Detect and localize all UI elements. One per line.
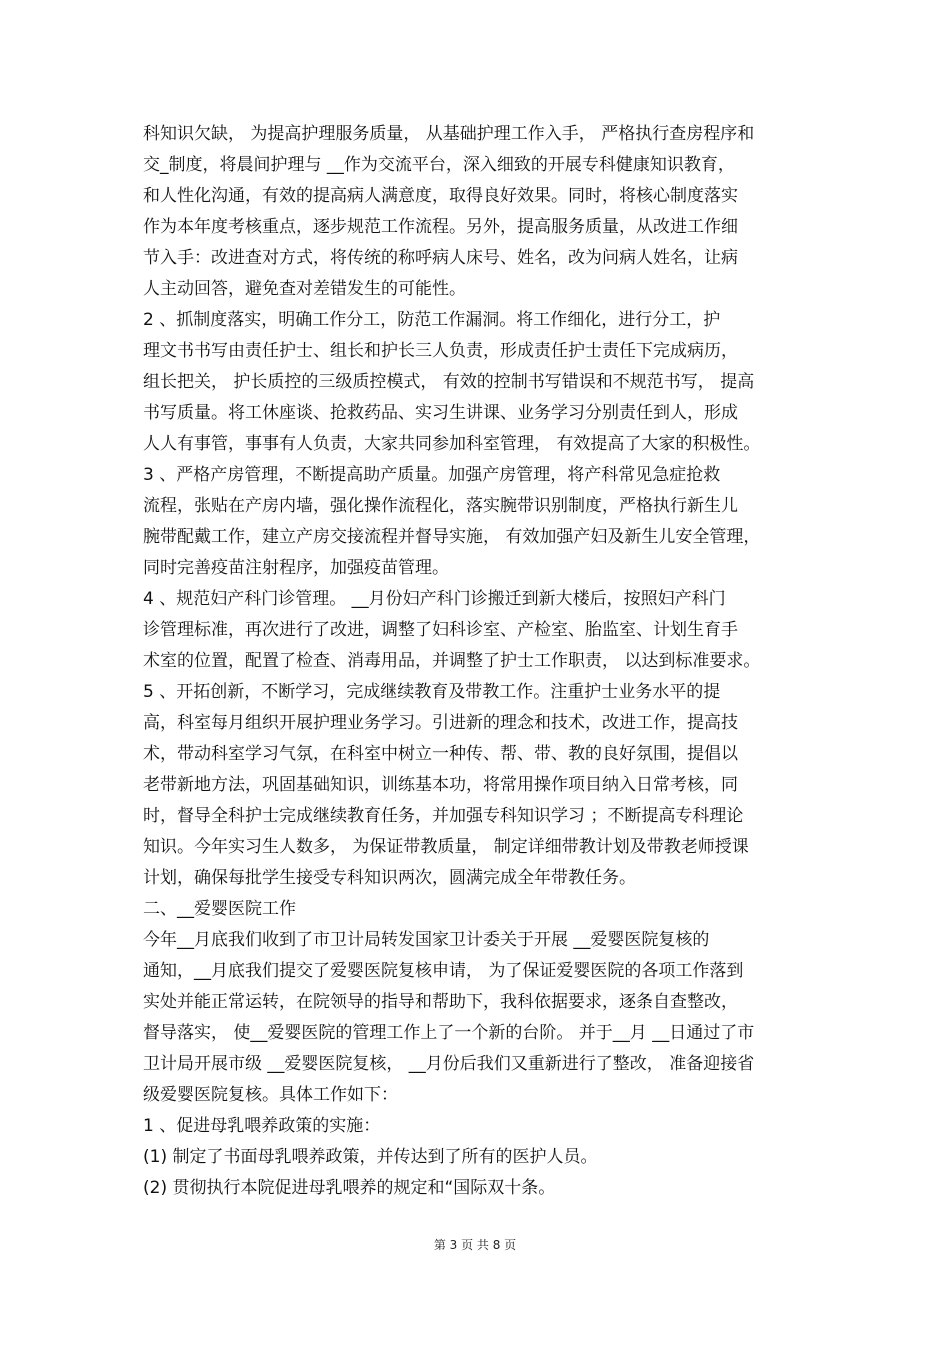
text-line: 理文书书写由责任护士、组长和护长三人负责，形成责任护士责任下完成病历， [143,341,738,361]
text-line: 同时完善疫苗注射程序，加强疫苗管理。 [143,558,449,578]
text-line: 术，带动科室学习气氛，在科室中树立一种传、帮、带、教的良好氛围，提倡以 [143,744,738,764]
text-line: 级爱婴医院复核。具体工作如下： [143,1085,398,1105]
text-line: 知识。今年实习生人数多， 为保证带教质量， 制定详细带教计划及带教老师授课 [143,837,749,857]
text-line: 4 、规范妇产科门诊管理。 __月份妇产科门诊搬迁到新大楼后，按照妇产科门 [143,589,726,609]
text-line: 作为本年度考核重点，逐步规范工作流程。另外，提高服务质量，从改进工作细 [143,217,738,237]
text-line: 高，科室每月组织开展护理业务学习。引进新的理念和技术，改进工作，提高技 [143,713,738,733]
text-line: 督导落实， 使__爱婴医院的管理工作上了一个新的台阶。 并于__月 __日通过了市 [143,1023,755,1043]
text-line: 诊管理标准，再次进行了改进，调整了妇科诊室、产检室、胎监室、计划生育手 [143,620,738,640]
text-line: 3 、严格产房管理，不断提高助产质量。加强产房管理，将产科常见急症抢救 [143,465,721,485]
text-line: 计划，确保每批学生接受专科知识两次，圆满完成全年带教任务。 [143,868,636,888]
text-line: 交_制度，将晨间护理与 __作为交流平台，深入细致的开展专科健康知识教育， [143,155,735,175]
text-line: 术室的位置，配置了检查、消毒用品，并调整了护士工作职责， 以达到标准要求。 [143,651,761,671]
text-line: 人人有事管，事事有人负责，大家共同参加科室管理， 有效提高了大家的积极性。 [143,434,761,454]
text-line: 5 、开拓创新，不断学习，完成继续教育及带教工作。注重护士业务水平的提 [143,682,721,702]
text-line: 节入手：改进查对方式，将传统的称呼病人床号、姓名，改为问病人姓名，让病 [143,248,738,268]
text-line: (1) 制定了书面母乳喂养政策，并传达到了所有的医护人员。 [143,1147,598,1167]
text-line: 科知识欠缺， 为提高护理服务质量， 从基础护理工作入手， 严格执行查房程序和 [143,124,755,144]
text-line: 实处并能正常运转，在院领导的指导和帮助下，我科依据要求，逐条自查整改， [143,992,738,1012]
text-line: 2 、抓制度落实，明确工作分工，防范工作漏洞。将工作细化，进行分工，护 [143,310,721,330]
text-line: 通知，__月底我们提交了爱婴医院复核申请， 为了保证爱婴医院的各项工作落到 [143,961,744,981]
text-line: 二、__爱婴医院工作 [143,899,296,919]
text-line: 时，督导全科护士完成继续教育任务，并加强专科知识学习 ；不断提高专科理论 [143,806,744,826]
text-line: 1 、促进母乳喂养政策的实施： [143,1116,381,1136]
text-line: 人主动回答，避免查对差错发生的可能性。 [143,279,466,299]
text-line: 书写质量。将工休座谈、抢救药品、实习生讲课、业务学习分别责任到人，形成 [143,403,738,423]
text-line: 卫计局开展市级 __爱婴医院复核， __月份后我们又重新进行了整改， 准备迎接省 [143,1054,755,1074]
text-line: (2) 贯彻执行本院促进母乳喂养的规定和“国际双十条。 [143,1178,556,1198]
document-body [143,119,815,1204]
page-footer: 第 3 页 共 8 页 [433,1238,517,1252]
text-line: 组长把关， 护长质控的三级质控模式， 有效的控制书写错误和不规范书写， 提高 [143,372,755,392]
text-line: 老带新地方法，巩固基础知识，训练基本功，将常用操作项目纳入日常考核，同 [143,775,738,795]
text-line: 流程，张贴在产房内墙，强化操作流程化，落实腕带识别制度，严格执行新生儿 [143,496,738,516]
text-line: 今年__月底我们收到了市卫计局转发国家卫计委关于开展 __爱婴医院复核的 [143,930,710,950]
text-line: 和人性化沟通，有效的提高病人满意度，取得良好效果。同时，将核心制度落实 [143,186,738,206]
text-line: 腕带配戴工作，建立产房交接流程并督导实施， 有效加强产妇及新生儿安全管理， [143,527,761,547]
